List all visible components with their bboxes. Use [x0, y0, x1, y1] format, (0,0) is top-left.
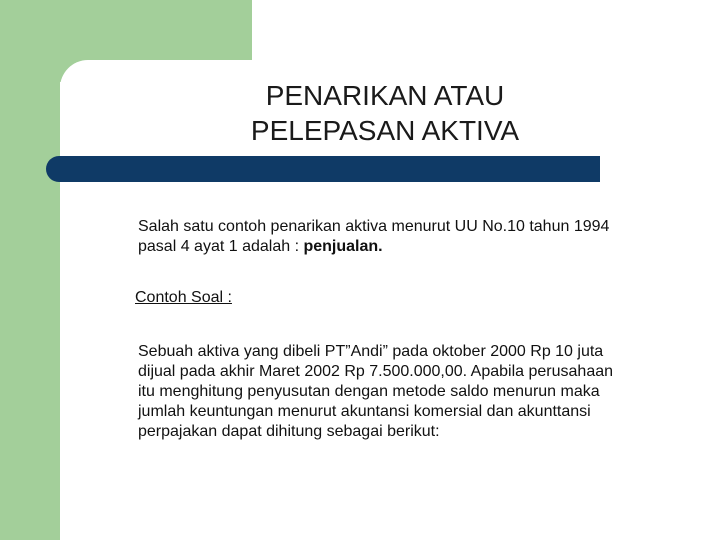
example-line-4: jumlah keuntungan menurut akuntansi komersial dan akunttansi: [138, 403, 591, 420]
example-line-5: perpajakan dapat dihitung sebagai berikut:: [138, 423, 440, 440]
example-paragraph: [138, 342, 683, 442]
intro-line-2: [138, 237, 698, 257]
intro-line-1: Salah satu contoh penarikan aktiva menurut UU No.10 tahun 1994: [138, 218, 610, 235]
intro-line-2-text: pasal 4 ayat 1 adalah :: [138, 238, 304, 255]
intro-highlight-word: penjualan.: [303, 238, 383, 255]
example-heading: Contoh Soal :: [135, 289, 232, 306]
example-line-1: Sebuah aktiva yang dibeli PT”Andi” pada oktober 2000 Rp 10 juta: [138, 343, 604, 360]
slide-title-line-2: PELEPASAN AKTIVA: [250, 115, 520, 146]
example-line-3: itu menghitung penyusutan dengan metode saldo menurun maka: [138, 383, 600, 400]
slide-title-line-1: PENARIKAN ATAU: [265, 80, 505, 111]
decorative-green-sidebar: [0, 0, 60, 540]
slide-title: [190, 78, 580, 148]
intro-paragraph: [138, 217, 698, 257]
title-underline-bar: [46, 156, 600, 182]
example-line-2: dijual pada akhir Maret 2002 Rp 7.500.000,00. Apabila perusahaan: [138, 363, 614, 380]
